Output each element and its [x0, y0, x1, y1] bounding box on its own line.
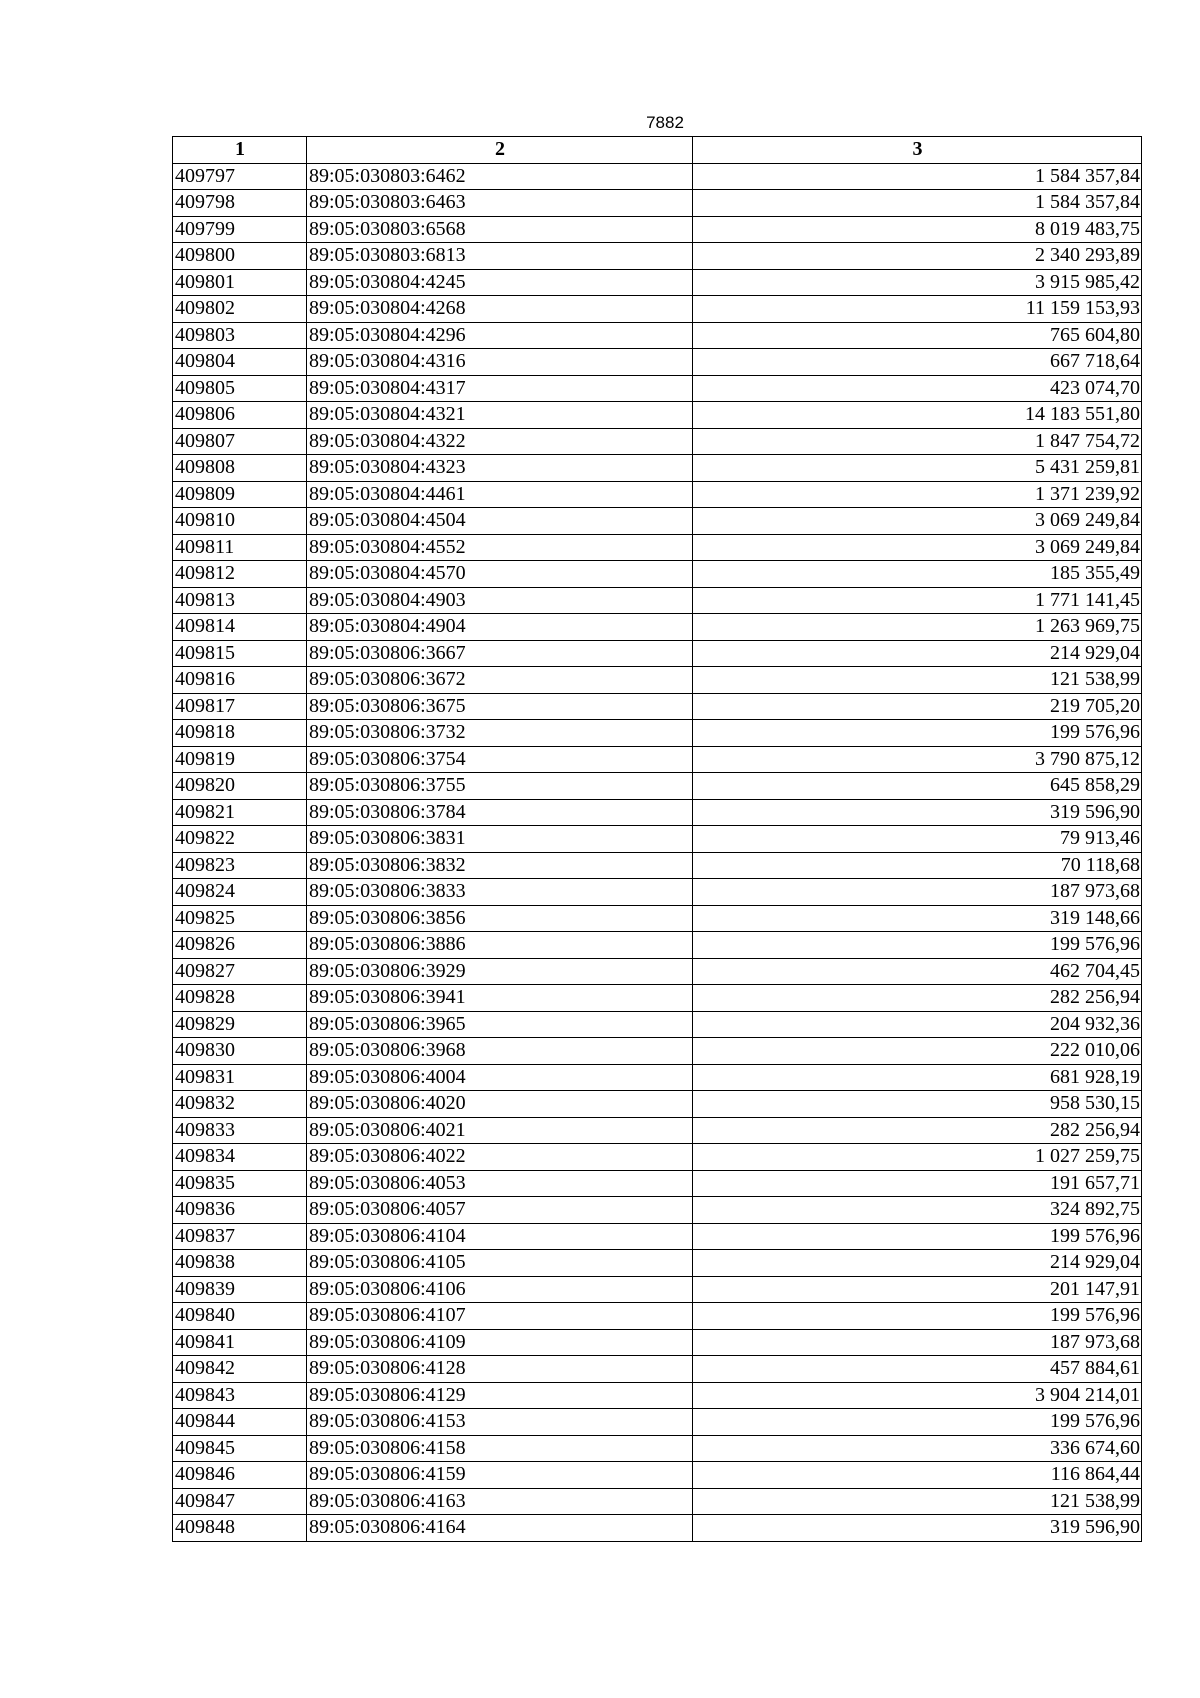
value-cell: 462 704,45: [693, 958, 1142, 985]
table-row: [173, 1250, 1142, 1277]
row-number-cell: 409831: [173, 1064, 307, 1091]
table-row: [173, 1356, 1142, 1383]
row-number-cell: 409826: [173, 932, 307, 959]
row-number-cell: 409829: [173, 1011, 307, 1038]
row-number-cell: 409828: [173, 985, 307, 1012]
value-cell: 681 928,19: [693, 1064, 1142, 1091]
row-number-cell: 409838: [173, 1250, 307, 1277]
cadastral-number-cell: 89:05:030806:3833: [307, 879, 693, 906]
row-number-cell: 409821: [173, 799, 307, 826]
table-row: [173, 349, 1142, 376]
value-cell: 457 884,61: [693, 1356, 1142, 1383]
row-number-cell: 409805: [173, 375, 307, 402]
row-number-cell: 409836: [173, 1197, 307, 1224]
cadastral-number-cell: 89:05:030806:4109: [307, 1329, 693, 1356]
cadastral-number-cell: 89:05:030803:6462: [307, 163, 693, 190]
table-row: [173, 296, 1142, 323]
value-cell: 1 027 259,75: [693, 1144, 1142, 1171]
table-row: [173, 852, 1142, 879]
table-row: [173, 1276, 1142, 1303]
table-row: [173, 1303, 1142, 1330]
table-row: [173, 243, 1142, 270]
cadastral-number-cell: 89:05:030806:3965: [307, 1011, 693, 1038]
table-row: [173, 1409, 1142, 1436]
column-header-3: 3: [693, 137, 1142, 164]
value-cell: 199 576,96: [693, 720, 1142, 747]
value-cell: 3 790 875,12: [693, 746, 1142, 773]
value-cell: 3 069 249,84: [693, 534, 1142, 561]
cadastral-number-cell: 89:05:030804:4570: [307, 561, 693, 588]
row-number-cell: 409824: [173, 879, 307, 906]
cadastral-number-cell: 89:05:030806:3672: [307, 667, 693, 694]
row-number-cell: 409803: [173, 322, 307, 349]
table-row: [173, 667, 1142, 694]
value-cell: 5 431 259,81: [693, 455, 1142, 482]
table-row: [173, 614, 1142, 641]
table-row: [173, 693, 1142, 720]
table-row: [173, 402, 1142, 429]
table-row: [173, 799, 1142, 826]
value-cell: 14 183 551,80: [693, 402, 1142, 429]
table-row: [173, 746, 1142, 773]
table-row: [173, 1091, 1142, 1118]
row-number-cell: 409816: [173, 667, 307, 694]
row-number-cell: 409832: [173, 1091, 307, 1118]
row-number-cell: 409830: [173, 1038, 307, 1065]
value-cell: 201 147,91: [693, 1276, 1142, 1303]
column-header-2: 2: [307, 137, 693, 164]
row-number-cell: 409802: [173, 296, 307, 323]
table-row: [173, 1117, 1142, 1144]
cadastral-number-cell: 89:05:030804:4317: [307, 375, 693, 402]
cadastral-number-cell: 89:05:030806:4021: [307, 1117, 693, 1144]
row-number-cell: 409837: [173, 1223, 307, 1250]
value-cell: 1 847 754,72: [693, 428, 1142, 455]
value-cell: 1 584 357,84: [693, 190, 1142, 217]
table-row: [173, 269, 1142, 296]
row-number-cell: 409810: [173, 508, 307, 535]
table-row: [173, 163, 1142, 190]
table-row: [173, 640, 1142, 667]
cadastral-number-cell: 89:05:030806:4107: [307, 1303, 693, 1330]
table-row: [173, 1038, 1142, 1065]
row-number-cell: 409813: [173, 587, 307, 614]
table-row: [173, 1197, 1142, 1224]
cadastral-number-cell: 89:05:030806:3732: [307, 720, 693, 747]
row-number-cell: 409846: [173, 1462, 307, 1489]
row-number-cell: 409833: [173, 1117, 307, 1144]
value-cell: 958 530,15: [693, 1091, 1142, 1118]
cadastral-number-cell: 89:05:030806:3754: [307, 746, 693, 773]
cadastral-number-cell: 89:05:030806:3831: [307, 826, 693, 853]
value-cell: 336 674,60: [693, 1435, 1142, 1462]
value-cell: 187 973,68: [693, 879, 1142, 906]
cadastral-number-cell: 89:05:030806:3755: [307, 773, 693, 800]
row-number-cell: 409812: [173, 561, 307, 588]
table-row: [173, 958, 1142, 985]
row-number-cell: 409822: [173, 826, 307, 853]
value-cell: 1 771 141,45: [693, 587, 1142, 614]
cadastral-number-cell: 89:05:030806:3968: [307, 1038, 693, 1065]
value-cell: 3 904 214,01: [693, 1382, 1142, 1409]
row-number-cell: 409815: [173, 640, 307, 667]
row-number-cell: 409823: [173, 852, 307, 879]
table-row: [173, 561, 1142, 588]
cadastral-number-cell: 89:05:030806:3667: [307, 640, 693, 667]
table-row: [173, 455, 1142, 482]
cadastral-number-cell: 89:05:030806:3784: [307, 799, 693, 826]
table-row: [173, 1462, 1142, 1489]
row-number-cell: 409804: [173, 349, 307, 376]
row-number-cell: 409798: [173, 190, 307, 217]
value-cell: 324 892,75: [693, 1197, 1142, 1224]
table-row: [173, 932, 1142, 959]
value-cell: 219 705,20: [693, 693, 1142, 720]
table-row: [173, 826, 1142, 853]
cadastral-number-cell: 89:05:030806:4022: [307, 1144, 693, 1171]
value-cell: 645 858,29: [693, 773, 1142, 800]
row-number-cell: 409844: [173, 1409, 307, 1436]
cadastral-number-cell: 89:05:030806:3832: [307, 852, 693, 879]
header-row: [173, 137, 1142, 164]
value-cell: 1 371 239,92: [693, 481, 1142, 508]
row-number-cell: 409814: [173, 614, 307, 641]
table-row: [173, 428, 1142, 455]
cadastral-number-cell: 89:05:030804:4903: [307, 587, 693, 614]
cadastral-number-cell: 89:05:030806:3886: [307, 932, 693, 959]
cadastral-number-cell: 89:05:030806:3675: [307, 693, 693, 720]
row-number-cell: 409820: [173, 773, 307, 800]
row-number-cell: 409847: [173, 1488, 307, 1515]
value-cell: 319 596,90: [693, 1515, 1142, 1542]
table-row: [173, 985, 1142, 1012]
row-number-cell: 409819: [173, 746, 307, 773]
table-row: [173, 1064, 1142, 1091]
row-number-cell: 409801: [173, 269, 307, 296]
cadastral-number-cell: 89:05:030804:4552: [307, 534, 693, 561]
value-cell: 70 118,68: [693, 852, 1142, 879]
row-number-cell: 409808: [173, 455, 307, 482]
cadastral-number-cell: 89:05:030804:4268: [307, 296, 693, 323]
value-cell: 199 576,96: [693, 1223, 1142, 1250]
value-cell: 282 256,94: [693, 985, 1142, 1012]
table-row: [173, 322, 1142, 349]
value-cell: 121 538,99: [693, 667, 1142, 694]
table-row: [173, 1011, 1142, 1038]
row-number-cell: 409842: [173, 1356, 307, 1383]
value-cell: 282 256,94: [693, 1117, 1142, 1144]
row-number-cell: 409817: [173, 693, 307, 720]
cadastral-number-cell: 89:05:030806:4128: [307, 1356, 693, 1383]
value-cell: 214 929,04: [693, 640, 1142, 667]
row-number-cell: 409834: [173, 1144, 307, 1171]
value-cell: 199 576,96: [693, 1303, 1142, 1330]
value-cell: 191 657,71: [693, 1170, 1142, 1197]
cadastral-number-cell: 89:05:030806:4164: [307, 1515, 693, 1542]
cadastral-number-cell: 89:05:030804:4504: [307, 508, 693, 535]
table-row: [173, 1329, 1142, 1356]
table-row: [173, 481, 1142, 508]
cadastral-number-cell: 89:05:030806:4004: [307, 1064, 693, 1091]
table-row: [173, 587, 1142, 614]
table-row: [173, 375, 1142, 402]
cadastral-number-cell: 89:05:030806:4129: [307, 1382, 693, 1409]
row-number-cell: 409827: [173, 958, 307, 985]
table-row: [173, 1223, 1142, 1250]
row-number-cell: 409809: [173, 481, 307, 508]
row-number-cell: 409843: [173, 1382, 307, 1409]
cadastral-number-cell: 89:05:030804:4904: [307, 614, 693, 641]
row-number-cell: 409800: [173, 243, 307, 270]
row-number-cell: 409840: [173, 1303, 307, 1330]
cadastral-number-cell: 89:05:030806:3941: [307, 985, 693, 1012]
table-body: [173, 163, 1142, 1541]
row-number-cell: 409797: [173, 163, 307, 190]
page-number: 7882: [646, 113, 684, 132]
value-cell: 3 069 249,84: [693, 508, 1142, 535]
table-row: [173, 773, 1142, 800]
cadastral-number-cell: 89:05:030804:4322: [307, 428, 693, 455]
row-number-cell: 409799: [173, 216, 307, 243]
cadastral-number-cell: 89:05:030806:3856: [307, 905, 693, 932]
value-cell: 214 929,04: [693, 1250, 1142, 1277]
value-cell: 116 864,44: [693, 1462, 1142, 1489]
cadastral-number-cell: 89:05:030804:4245: [307, 269, 693, 296]
cadastral-number-cell: 89:05:030806:4106: [307, 1276, 693, 1303]
cadastral-number-cell: 89:05:030803:6813: [307, 243, 693, 270]
value-cell: 204 932,36: [693, 1011, 1142, 1038]
cadastral-number-cell: 89:05:030806:4104: [307, 1223, 693, 1250]
row-number-cell: 409806: [173, 402, 307, 429]
row-number-cell: 409811: [173, 534, 307, 561]
table-row: [173, 508, 1142, 535]
row-number-cell: 409845: [173, 1435, 307, 1462]
cadastral-number-cell: 89:05:030806:4057: [307, 1197, 693, 1224]
cadastral-number-cell: 89:05:030804:4296: [307, 322, 693, 349]
cadastral-number-cell: 89:05:030803:6568: [307, 216, 693, 243]
value-cell: 1 584 357,84: [693, 163, 1142, 190]
value-cell: 319 148,66: [693, 905, 1142, 932]
row-number-cell: 409848: [173, 1515, 307, 1542]
cadastral-number-cell: 89:05:030804:4323: [307, 455, 693, 482]
cadastral-number-cell: 89:05:030804:4461: [307, 481, 693, 508]
table-row: [173, 1435, 1142, 1462]
value-cell: 3 915 985,42: [693, 269, 1142, 296]
table-row: [173, 216, 1142, 243]
table-header: [173, 137, 1142, 164]
value-cell: 319 596,90: [693, 799, 1142, 826]
cadastral-number-cell: 89:05:030806:4105: [307, 1250, 693, 1277]
row-number-cell: 409825: [173, 905, 307, 932]
row-number-cell: 409841: [173, 1329, 307, 1356]
cadastral-number-cell: 89:05:030806:4020: [307, 1091, 693, 1118]
value-cell: 667 718,64: [693, 349, 1142, 376]
value-cell: 765 604,80: [693, 322, 1142, 349]
value-cell: 121 538,99: [693, 1488, 1142, 1515]
table-row: [173, 190, 1142, 217]
table-row: [173, 1144, 1142, 1171]
table-row: [173, 1515, 1142, 1542]
value-cell: 199 576,96: [693, 1409, 1142, 1436]
value-cell: 222 010,06: [693, 1038, 1142, 1065]
table-row: [173, 1382, 1142, 1409]
cadastral-number-cell: 89:05:030806:3929: [307, 958, 693, 985]
cadastral-number-cell: 89:05:030806:4153: [307, 1409, 693, 1436]
table-row: [173, 720, 1142, 747]
value-cell: 199 576,96: [693, 932, 1142, 959]
cadastral-number-cell: 89:05:030804:4316: [307, 349, 693, 376]
table-row: [173, 879, 1142, 906]
value-cell: 79 913,46: [693, 826, 1142, 853]
value-cell: 1 263 969,75: [693, 614, 1142, 641]
row-number-cell: 409835: [173, 1170, 307, 1197]
cadastral-number-cell: 89:05:030803:6463: [307, 190, 693, 217]
value-cell: 423 074,70: [693, 375, 1142, 402]
value-cell: 185 355,49: [693, 561, 1142, 588]
value-cell: 8 019 483,75: [693, 216, 1142, 243]
table-row: [173, 1488, 1142, 1515]
row-number-cell: 409839: [173, 1276, 307, 1303]
row-number-cell: 409807: [173, 428, 307, 455]
cadastral-number-cell: 89:05:030804:4321: [307, 402, 693, 429]
row-number-cell: 409818: [173, 720, 307, 747]
table-row: [173, 1170, 1142, 1197]
value-cell: 11 159 153,93: [693, 296, 1142, 323]
cadastral-number-cell: 89:05:030806:4158: [307, 1435, 693, 1462]
value-cell: 2 340 293,89: [693, 243, 1142, 270]
column-header-1: 1: [173, 137, 307, 164]
value-cell: 187 973,68: [693, 1329, 1142, 1356]
cadastral-number-cell: 89:05:030806:4053: [307, 1170, 693, 1197]
cadastral-number-cell: 89:05:030806:4159: [307, 1462, 693, 1489]
table-row: [173, 534, 1142, 561]
cadastral-number-cell: 89:05:030806:4163: [307, 1488, 693, 1515]
registry-table: [172, 136, 1142, 1542]
table-row: [173, 905, 1142, 932]
